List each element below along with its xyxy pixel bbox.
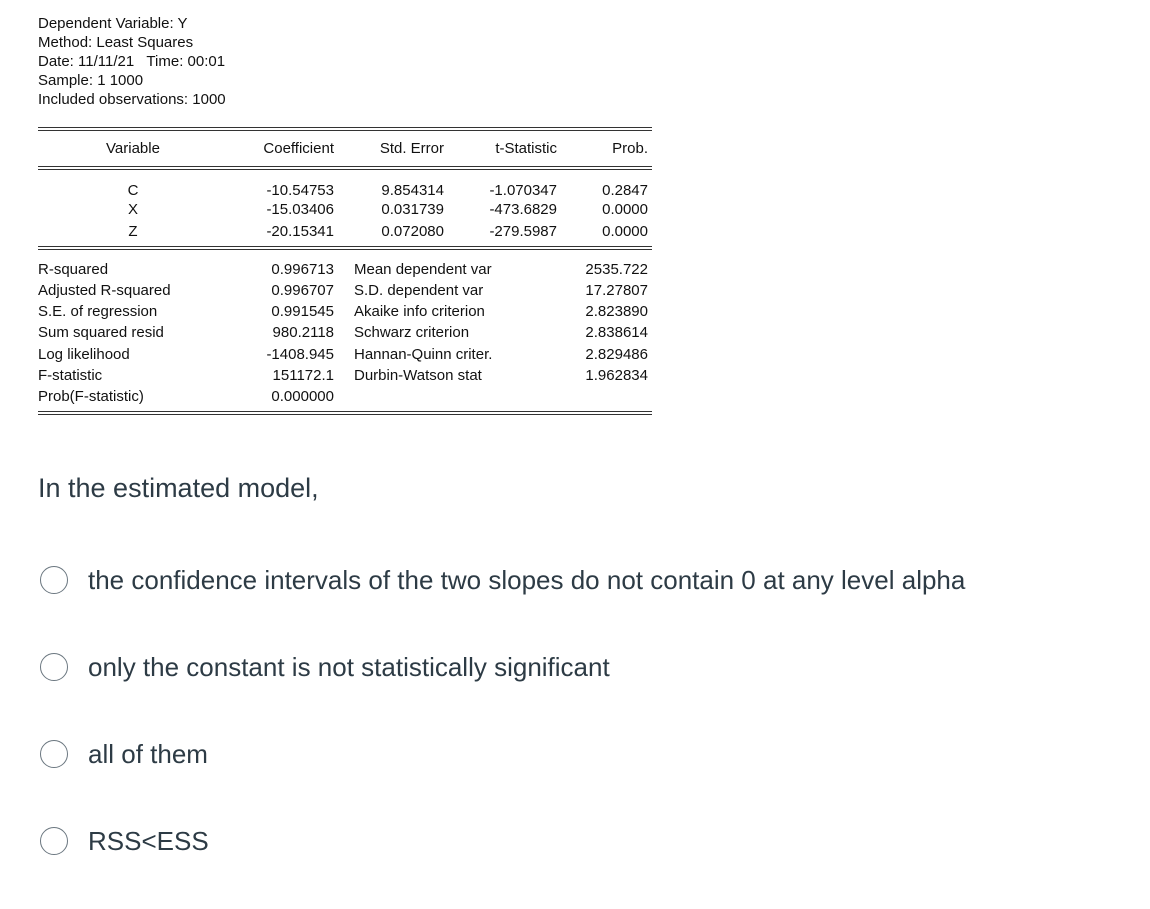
stat-value: 151172.1 [272,367,334,384]
table-cell-coefficient: -20.15341 [266,223,334,240]
coefficient-table [38,109,652,423]
stat-value: 0.000000 [271,388,334,405]
table-cell-prob: 0.0000 [602,201,648,218]
answer-option-2[interactable] [40,650,610,684]
method-line: Method: Least Squares [38,34,194,51]
stat-value: 17.27807 [585,282,648,299]
radio-button[interactable] [40,827,68,855]
table-cell-prob: 0.0000 [602,223,648,240]
divider [38,127,652,131]
stat-value: 2.838614 [585,324,648,341]
table-cell-std-error: 0.031739 [381,201,444,218]
radio-button[interactable] [40,653,68,681]
stat-value: 2535.722 [585,261,648,278]
stat-label: Prob(F-statistic) [38,388,144,405]
date-time-line: Date: 11/11/21 Time: 00:01 [38,53,226,70]
answer-option-3[interactable] [40,737,208,771]
answer-label: RSS<ESS [88,825,209,856]
radio-button[interactable] [40,566,68,594]
stat-label: Hannan-Quinn criter. [354,346,493,363]
stat-label: Mean dependent var [354,261,492,278]
table-cell-std-error: 0.072080 [381,223,444,240]
stat-label: Akaike info criterion [354,303,485,320]
stat-label: Sum squared resid [38,324,164,341]
column-header-std-error: Std. Error [379,140,444,157]
answer-label: the confidence intervals of the two slopes do not contain 0 at any level alpha [88,564,966,595]
table-cell-std-error: 9.854314 [381,182,444,199]
table-cell-variable: C [127,182,139,199]
question-text: In the estimated model, [38,473,319,503]
table-cell-t-statistic: -473.6829 [489,201,557,218]
table-cell-coefficient: -15.03406 [266,201,334,218]
sample-line: Sample: 1 1000 [38,72,144,89]
table-cell-coefficient: -10.54753 [266,182,334,199]
stat-value: 0.996713 [271,261,334,278]
table-cell-t-statistic: -1.070347 [489,182,557,199]
answer-label: only the constant is not statistically significant [88,651,610,682]
stat-label: R-squared [38,261,109,278]
stat-label: Schwarz criterion [354,324,470,341]
stat-label: Durbin-Watson stat [354,367,482,384]
table-cell-variable: Z [128,223,138,240]
observations-line: Included observations: 1000 [38,91,226,108]
column-header-t-statistic: t-Statistic [495,140,557,157]
table-cell-t-statistic: -279.5987 [489,223,557,240]
stat-label: F-statistic [38,367,103,384]
column-header-coefficient: Coefficient [263,140,334,157]
stat-value: 2.829486 [585,346,648,363]
stat-label: S.E. of regression [38,303,158,320]
divider [38,411,652,415]
radio-button[interactable] [40,740,68,768]
stat-label: S.D. dependent var [354,282,484,299]
stat-value: 2.823890 [585,303,648,320]
stat-value: 980.2118 [272,324,334,341]
dependent-variable-line: Dependent Variable: Y [38,15,188,32]
table-cell-prob: 0.2847 [602,182,648,199]
regression-output [38,14,652,423]
answer-label: all of them [88,738,208,769]
column-header-prob: Prob. [612,140,648,157]
answer-option-1[interactable] [40,563,965,597]
table-cell-variable: X [127,201,138,218]
column-header-variable: Variable [106,140,160,157]
divider [38,166,652,170]
stat-value: 0.996707 [271,282,334,299]
stat-value: 0.991545 [271,303,334,320]
answer-option-4[interactable] [40,824,209,858]
stat-label: Adjusted R-squared [38,282,171,299]
stat-value: 1.962834 [585,367,648,384]
divider [38,246,652,250]
stat-label: Log likelihood [38,346,130,363]
output-header [38,14,652,109]
stat-value: -1408.945 [266,346,334,363]
